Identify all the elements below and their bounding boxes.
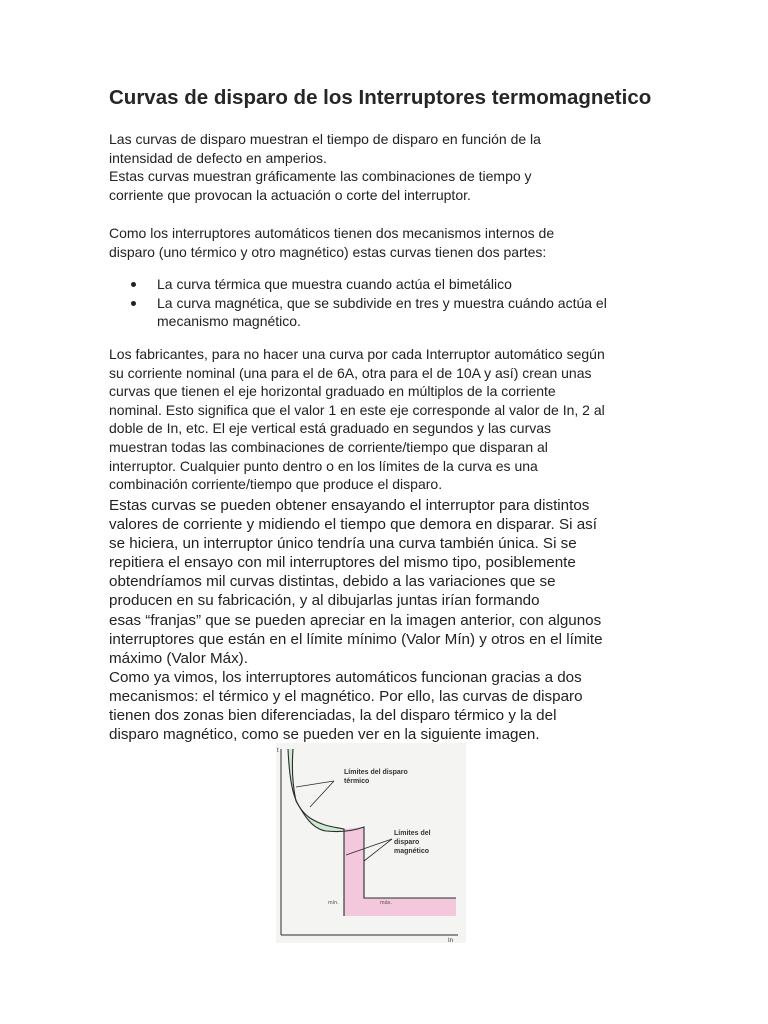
text-line: Estas curvas se pueden obtener ensayando el interruptor para distintos: [109, 497, 590, 514]
min-label: mín.: [328, 900, 339, 906]
text-line: La curva magnética, que se subdivide en tres y muestra cuándo actúa el: [157, 294, 607, 311]
bullet-icon: [131, 301, 136, 306]
text-line: tienen dos zonas bien diferenciadas, la del disparo térmico y la del: [109, 707, 557, 725]
text-line: disparo magnético, como se pueden ver en la siguiente imagen.: [109, 726, 540, 744]
text-line: interruptores que están en el límite mínimo (Valor Mín) y otros en el límite: [109, 630, 603, 648]
max-label: máx.: [380, 900, 392, 906]
text-line: mecanismo magnético.: [157, 313, 301, 330]
text-line: esas “franjas” que se pueden apreciar en la imagen anterior, con algunos: [109, 611, 602, 629]
text-line: se hiciera, un interruptor único tendría una curva también única. Si se: [109, 535, 577, 553]
text-line: interruptor. Cualquier punto dentro o en los límites de la curva es una: [109, 457, 538, 474]
text-line: valores de corriente y midiendo el tiempo que demora en disparar. Si así: [109, 516, 597, 534]
text-line: producen en su fabricación, y al dibujarlas juntas irían formando: [109, 592, 540, 610]
thermal-label-line2: térmico: [344, 778, 370, 785]
text-line: muestran todas las combinaciones de corriente/tiempo que disparan al: [109, 438, 548, 455]
trip-curve-figure: [276, 743, 466, 943]
bullet-list: [131, 275, 607, 331]
text-line: disparo (uno térmico y otro magnético) estas curvas tienen dos partes:: [109, 243, 547, 260]
text-line: Estas curvas muestran gráficamente las combinaciones de tiempo y: [109, 168, 532, 185]
bullet-icon: [131, 282, 136, 287]
text-line: combinación corriente/tiempo que produce el disparo.: [109, 476, 443, 493]
text-line: Los fabricantes, para no hacer una curva por cada Interruptor automático según: [109, 346, 605, 362]
paragraph-intro: [109, 130, 541, 204]
magnetic-label-line3: magnético: [394, 848, 430, 855]
text-line: corriente que provocan la actuación o corte del interruptor.: [109, 186, 471, 203]
y-axis-label: t: [277, 748, 279, 754]
magnetic-label-line2: disparo: [394, 839, 420, 846]
text-line: Como los interruptores automáticos tienen dos mecanismos internos de: [109, 225, 555, 241]
trip-curve-diagram: [276, 743, 466, 943]
text-line: obtendríamos mil curvas distintas, debido a las variaciones que se: [109, 573, 556, 591]
text-line: intensidad de defecto en amperios.: [109, 149, 327, 166]
text-line: doble de In, etc. El eje vertical está graduado en segundos y las curvas: [109, 420, 552, 437]
paragraph-testing: [109, 496, 603, 744]
text-line: curvas que tienen el eje horizontal graduado en múltiplos de la corriente: [109, 383, 556, 400]
page-title: Curvas de disparo de los Interruptores termomagnetico: [109, 86, 652, 109]
text-line: su corriente nominal (una para el de 6A, otra para el de 10A y así) crean unas: [109, 364, 592, 381]
x-axis-label: In: [448, 938, 454, 943]
text-line: repitiera el ensayo con mil interruptores del mismo tipo, posiblemente: [109, 554, 576, 572]
paragraph-manufacturers: [109, 345, 605, 494]
text-line: Como ya vimos, los interruptores automáticos funcionan gracias a dos: [109, 668, 582, 686]
text-line: La curva térmica que muestra cuando actúa el bimetálico: [157, 276, 512, 292]
list-item: [131, 294, 607, 331]
thermal-label-line1: Límites del disparo: [344, 769, 408, 776]
text-line: nominal. Esto significa que el valor 1 en este eje corresponde al valor de In, 2 al: [109, 401, 605, 418]
text-line: Las curvas de disparo muestran el tiempo de disparo en función de la: [109, 131, 541, 147]
text-line: mecanismos: el térmico y el magnético. Por ello, las curvas de disparo: [109, 687, 583, 705]
magnetic-label-line1: Límites del: [394, 830, 431, 837]
text-line: máximo (Valor Máx).: [109, 649, 248, 667]
paragraph-mechanisms: [109, 224, 554, 261]
list-item: [131, 275, 607, 294]
